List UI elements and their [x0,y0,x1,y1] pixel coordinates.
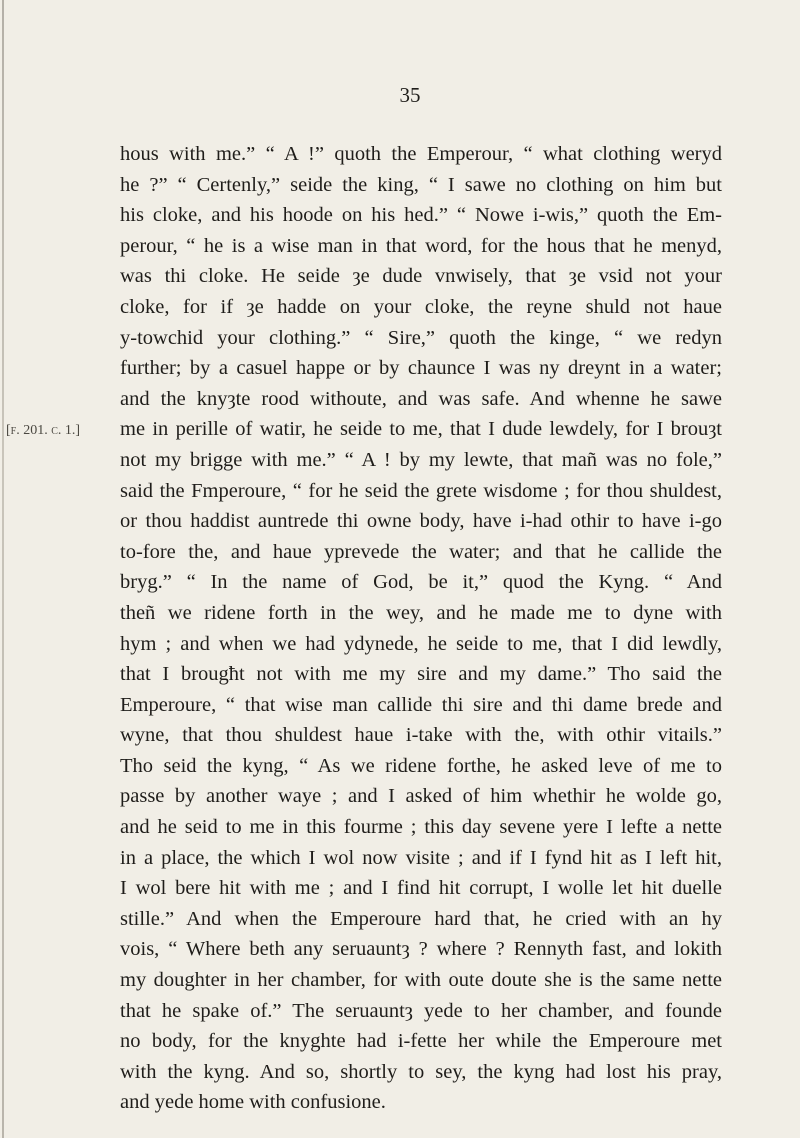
text-line: not my brigge with me.” “ A ! by my lewte, that mañ was no fole,” [120,448,722,471]
text-line: was thi cloke. He seide ȝe dude vnwisely, that ȝe vsid not your [120,265,722,288]
text-line: he ?” “ Certenly,” seide the king, “ I sawe no clothing on him but [120,173,722,196]
text-line: no body, for the knyghte had i-fette her while the Emperoure met [120,1030,722,1053]
text-line: or thou haddist auntrede thi owne body, have i-had othir to have i-go [120,510,722,533]
text-line-last: and yede home with confusione. [120,1091,386,1114]
text-line: in a place, the which I wol now visite ; and if I fynd hit as I left hit, [120,846,722,869]
text-line: stille.” And when the Emperoure hard that, he cried with an hy [120,907,722,930]
text-line: vois, “ Where beth any seruauntȝ ? where ? Rennyth fast, and lokith [120,938,722,961]
text-line: bryg.” “ In the name of God, be it,” quod the Kyng. “ And [120,571,722,594]
text-line: hous with me.” “ A !” quoth the Emperour, “ what clothing weryd [120,143,722,165]
text-line: my doughter in her chamber, for with oute doute she is the same nette [120,969,722,992]
page-number: 35 [399,83,421,107]
text-line: theñ we ridene forth in the wey, and he made me to dyne with [120,601,722,624]
text-line: cloke, for if ȝe hadde on your cloke, the reyne shuld not haue [120,295,722,318]
page-gutter-edge [2,0,4,1138]
text-line: with the kyng. And so, shortly to sey, the kyng had lost his pray, [120,1060,722,1083]
text-line: further; by a casuel happe or by chaunce I was ny dreynt in a water; [120,357,722,380]
text-line: to-fore the, and haue yprevede the water; and that he callide the [120,540,722,563]
text-line: perour, “ he is a wise man in that word, for the hous that he menyd, [120,234,722,257]
text-line: hym ; and when we had ydynede, he seide to me, that I did lewdly, [120,632,722,655]
text-line: said the Fmperoure, “ for he seid the grete wisdome ; for thou shuldest, [120,479,722,502]
text-line: passe by another waye ; and I asked of him whethir he wolde go, [120,785,722,808]
text-line: Tho seid the kyng, “ As we ridene forthe, he asked leve of me to [120,754,722,777]
text-line: and he seid to me in this fourme ; this day sevene yere I lefte a nette [120,816,722,839]
text-line: and the knyȝte rood withoute, and was safe. And whenne he sawe [120,387,722,410]
margin-folio-reference: [f. 201. c. 1.] [6,423,81,438]
body-text [120,139,722,1118]
text-line: that I brougħt not with me my sire and my dame.” Tho said the [120,663,722,686]
text-line: his cloke, and his hoode on his hed.” “ Nowe i-wis,” quoth the Em- [120,204,722,227]
text-line: y-towchid your clothing.” “ Sire,” quoth the kinge, “ we redyn [120,326,722,349]
text-line: that he spake of.” The seruauntȝ yede to her chamber, and founde [120,999,722,1022]
text-line: I wol bere hit with me ; and I find hit corrupt, I wolle let hit duelle [120,877,722,900]
text-line: Emperoure, “ that wise man callide thi sire and thi dame brede and [120,693,722,716]
text-line: me in perille of watir, he seide to me, that I dude lewdely, for I brouȝt [120,418,722,441]
text-line: wyne, that thou shuldest haue i-take with the, with othir vitails.” [120,724,722,747]
